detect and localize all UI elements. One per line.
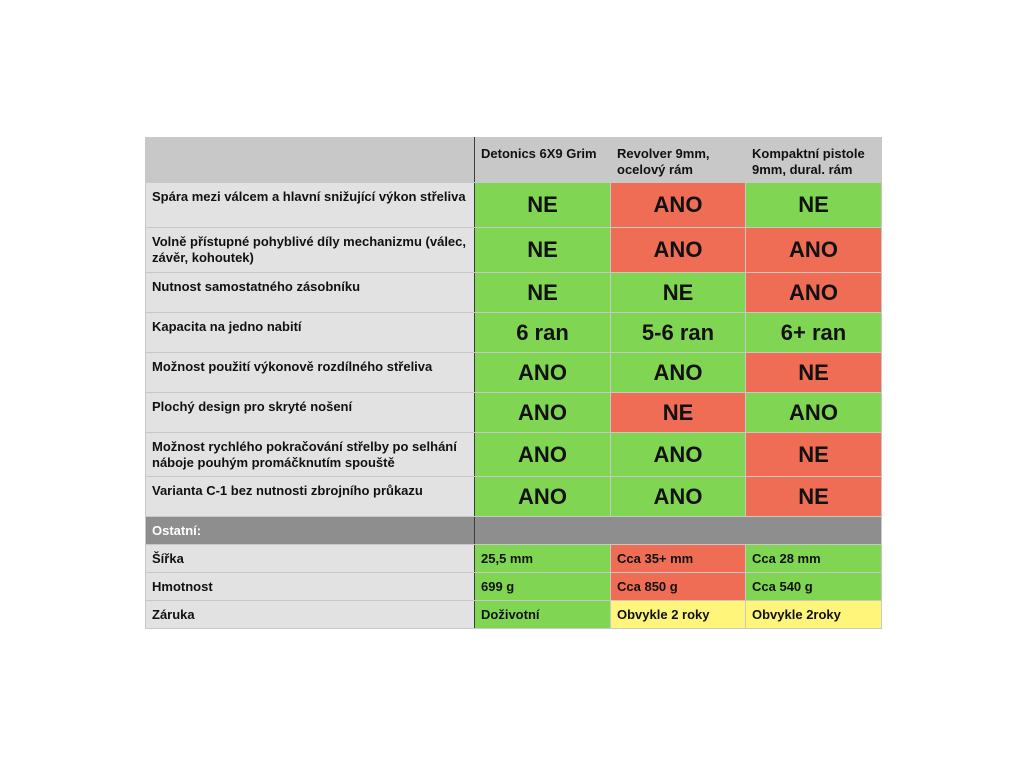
value-cell: ANO [475, 353, 611, 393]
table-row [146, 353, 882, 393]
header-corner [146, 138, 475, 183]
table-row [146, 228, 882, 273]
value-cell: NE [611, 393, 746, 433]
section-header-row [146, 517, 882, 545]
value-cell: Doživotní [475, 601, 611, 629]
row-label: Nutnost samostatného zásobníku [146, 273, 475, 313]
value-cell: ANO [746, 393, 882, 433]
section-label: Ostatní: [146, 517, 475, 545]
column-header-revolver: Revolver 9mm, ocelový rám [611, 138, 746, 183]
table-row [146, 393, 882, 433]
row-label: Varianta C-1 bez nutnosti zbrojního průkazu [146, 477, 475, 517]
value-cell: ANO [611, 228, 746, 273]
value-cell: Obvykle 2 roky [611, 601, 746, 629]
value-cell: NE [475, 273, 611, 313]
table-row [146, 545, 882, 573]
row-label: Kapacita na jedno nabití [146, 313, 475, 353]
column-header-detonics: Detonics 6X9 Grim [475, 138, 611, 183]
value-cell: NE [746, 353, 882, 393]
value-cell: Cca 28 mm [746, 545, 882, 573]
value-cell: NE [746, 433, 882, 477]
value-cell: Obvykle 2roky [746, 601, 882, 629]
value-cell: ANO [611, 433, 746, 477]
column-header-compact-pistol: Kompaktní pistole 9mm, dural. rám [746, 138, 882, 183]
row-label: Hmotnost [146, 573, 475, 601]
value-cell: ANO [475, 433, 611, 477]
value-cell: 5-6 ran [611, 313, 746, 353]
value-cell: 6+ ran [746, 313, 882, 353]
comparison-table [145, 137, 882, 629]
table-row [146, 183, 882, 228]
value-cell: Cca 540 g [746, 573, 882, 601]
table-row [146, 477, 882, 517]
row-label: Možnost použití výkonově rozdílného střeliva [146, 353, 475, 393]
table-row [146, 313, 882, 353]
row-label: Plochý design pro skryté nošení [146, 393, 475, 433]
row-label: Šířka [146, 545, 475, 573]
value-cell: NE [611, 273, 746, 313]
row-label: Možnost rychlého pokračování střelby po selhání náboje pouhým promáčknutím spouště [146, 433, 475, 477]
table-row [146, 273, 882, 313]
value-cell: ANO [746, 273, 882, 313]
header-row [146, 138, 882, 183]
value-cell: Cca 850 g [611, 573, 746, 601]
value-cell: ANO [746, 228, 882, 273]
value-cell: NE [475, 228, 611, 273]
row-label: Záruka [146, 601, 475, 629]
value-cell: NE [475, 183, 611, 228]
value-cell: NE [746, 183, 882, 228]
value-cell: 6 ran [475, 313, 611, 353]
table-row [146, 601, 882, 629]
row-label: Spára mezi válcem a hlavní snižující výkon střeliva [146, 183, 475, 228]
value-cell: 25,5 mm [475, 545, 611, 573]
table-row [146, 573, 882, 601]
value-cell: ANO [611, 353, 746, 393]
table-row [146, 433, 882, 477]
section-fill [475, 517, 882, 545]
value-cell: NE [746, 477, 882, 517]
value-cell: ANO [475, 477, 611, 517]
value-cell: ANO [611, 477, 746, 517]
value-cell: 699 g [475, 573, 611, 601]
value-cell: ANO [611, 183, 746, 228]
value-cell: Cca 35+ mm [611, 545, 746, 573]
value-cell: ANO [475, 393, 611, 433]
row-label: Volně přístupné pohyblivé díly mechanizmu (válec, závěr, kohoutek) [146, 228, 475, 273]
